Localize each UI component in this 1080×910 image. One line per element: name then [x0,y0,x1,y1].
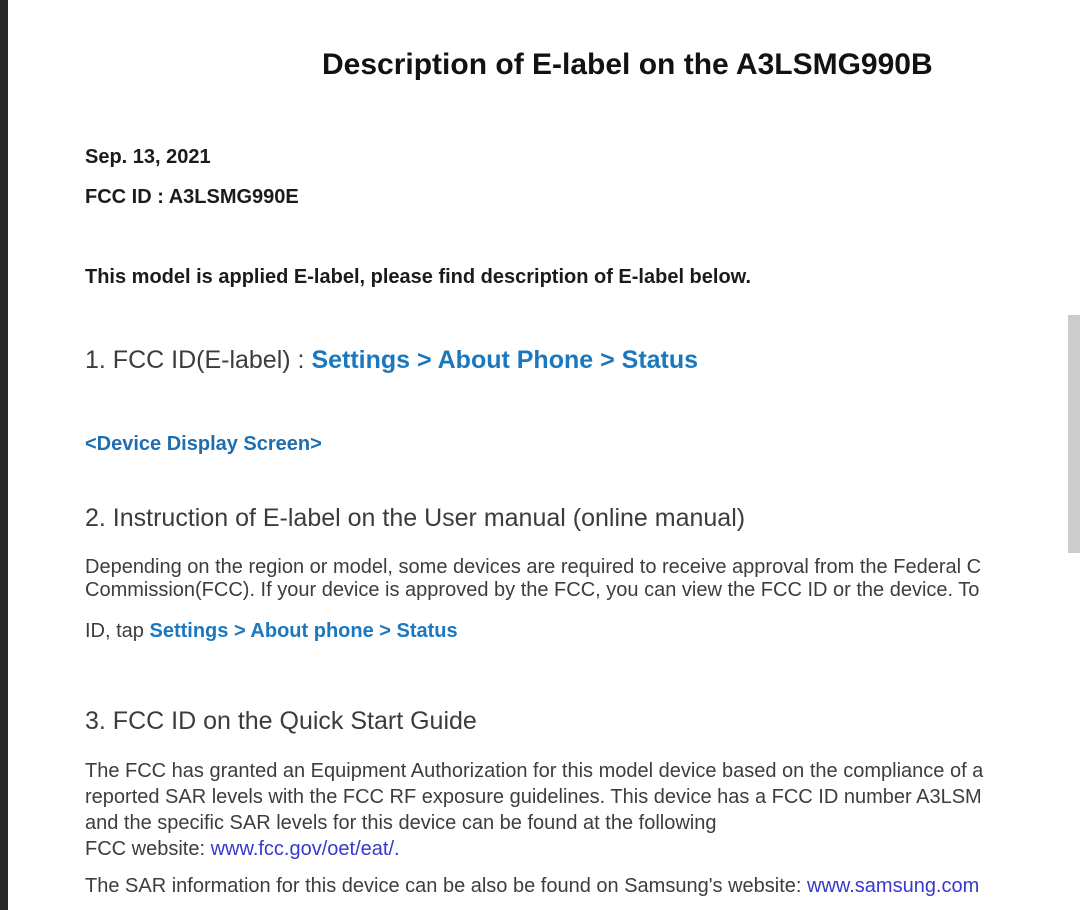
section3-heading: 3. FCC ID on the Quick Start Guide [85,707,477,735]
document-title: Description of E-label on the A3LSMG990B [322,48,933,81]
section1-settings-path: Settings > About Phone > Status [311,346,699,374]
fcc-id-line: FCC ID : A3LSMG990E [85,186,299,208]
section2-settings-path: Settings > About phone > Status [149,620,458,642]
scrollbar-thumb[interactable] [1068,315,1080,553]
section1-heading [85,346,698,375]
section2-paragraph [85,556,981,602]
section1-label: 1. FCC ID(E-label) : [85,346,312,374]
sar-info-label: The SAR information for this device can be also be found on Samsung's website: [85,875,807,897]
document-date: Sep. 13, 2021 [85,146,211,168]
device-display-caption: <Device Display Screen> [85,433,322,455]
section2-paragraph-line1: Depending on the region or model, some devices are required to receive approval from the Federal C [85,556,982,578]
section3-paragraph-line2: reported SAR levels with the FCC RF exposure guidelines. This device has a FCC ID number A3LSM [85,786,982,808]
elabel-notice-line: This model is applied E-label, please find description of E-label below. [85,266,752,288]
section3-paragraph [85,758,983,862]
window-left-edge [0,0,8,910]
section3-paragraph-line1: The FCC has granted an Equipment Authorization for this model device based on the compliance of a [85,760,984,782]
section2-heading: 2. Instruction of E-label on the User manual (online manual) [85,504,746,532]
fcc-website-link[interactable]: www.fcc.gov/oet/eat/. [210,838,400,860]
fcc-website-line [85,836,983,862]
section2-tap-line [85,620,458,643]
sar-info-line [85,875,979,898]
fcc-website-label: FCC website: [85,838,211,860]
section2-paragraph-line2: Commission(FCC). If your device is approved by the FCC, you can view the FCC ID or the device. To [85,579,980,601]
tap-prefix: ID, tap [85,620,150,642]
samsung-website-link[interactable]: www.samsung.com [807,875,980,897]
section3-paragraph-line3: and the specific SAR levels for this device can be found at the following [85,812,717,834]
